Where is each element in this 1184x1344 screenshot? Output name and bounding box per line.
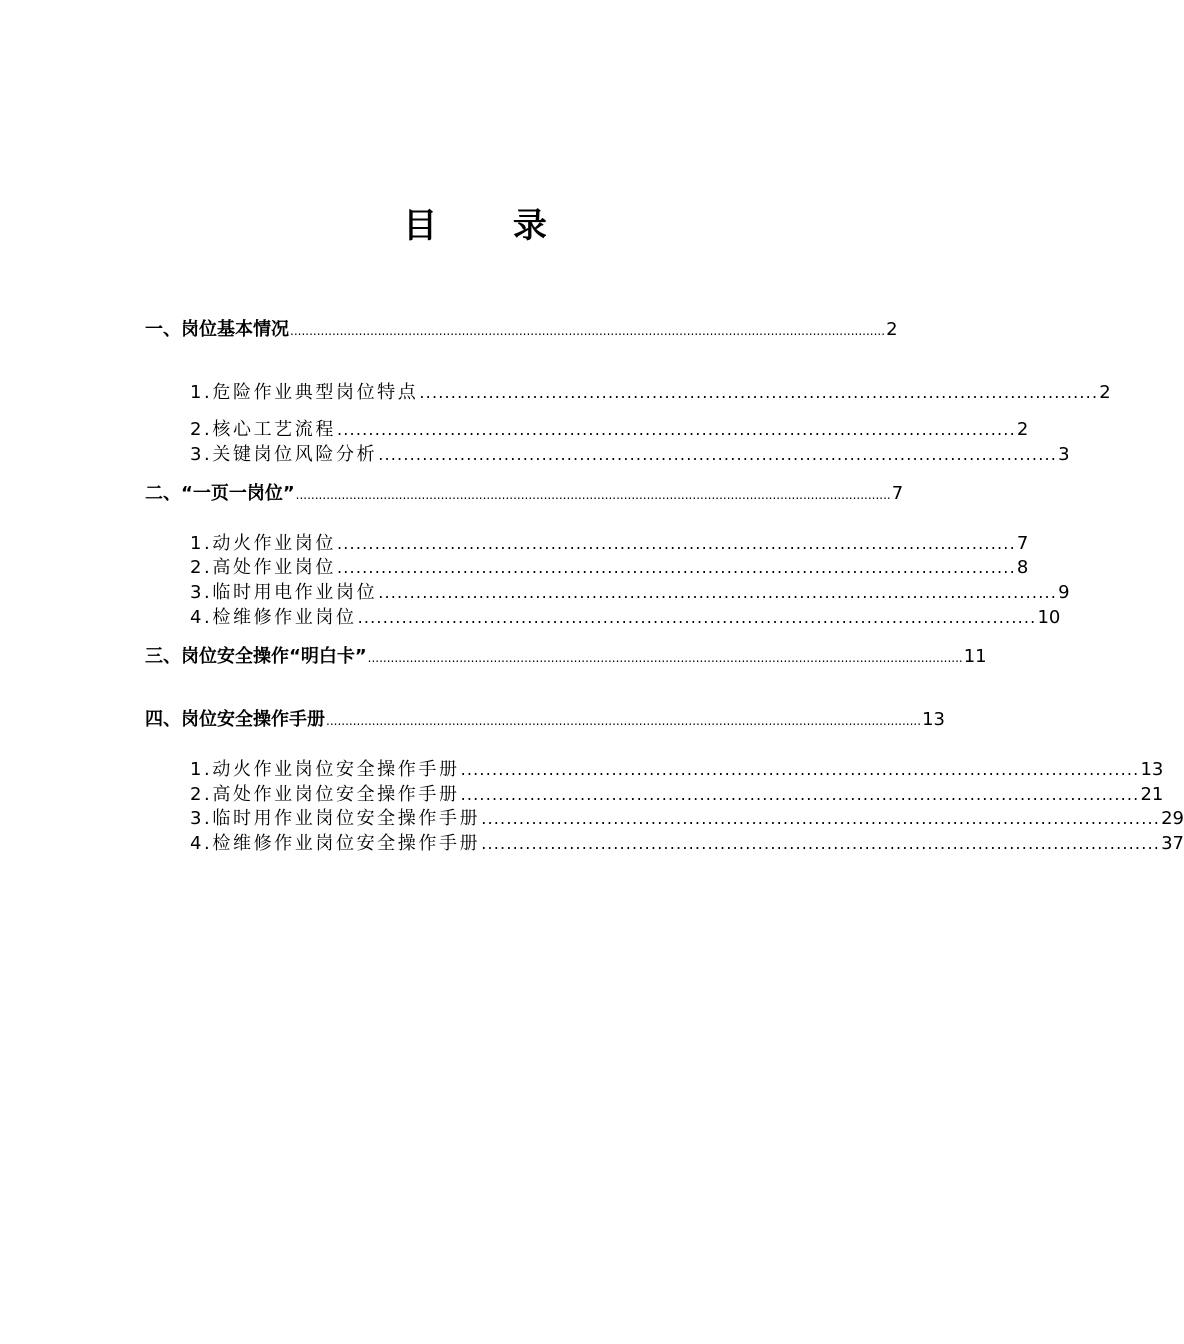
toc-entry-section-4-3[interactable]	[190, 807, 1184, 831]
dot-leader: ............................................................................................................	[336, 534, 1016, 553]
toc-entry-page-number: 21	[1140, 784, 1164, 805]
toc-entry-section-3[interactable]	[145, 645, 987, 670]
toc-entry-label: 二、“一页一岗位”	[145, 483, 295, 504]
toc-entry-label: 一、岗位基本情况	[145, 319, 289, 340]
toc-entry-label: 2.高处作业岗位安全操作手册	[190, 784, 460, 805]
dot-leader: ............................................................................................................	[481, 809, 1161, 828]
toc-entry-section-4[interactable]	[145, 708, 945, 733]
toc-entry-page-number: 11	[963, 646, 987, 667]
toc-entry-page-number: 7	[891, 483, 904, 504]
toc-entry-label: 四、岗位安全操作手册	[145, 709, 325, 730]
toc-entry-page-number: 29	[1161, 808, 1184, 829]
toc-entry-section-2-1[interactable]	[190, 532, 1029, 556]
toc-entry-label: 4.检维修作业岗位安全操作手册	[190, 833, 481, 854]
dot-leader: ............................................................................................................	[481, 834, 1161, 853]
toc-entry-page-number: 2	[886, 319, 898, 340]
toc-entry-label: 三、岗位安全操作“明白卡”	[145, 646, 367, 667]
toc-entry-section-1-2[interactable]	[190, 418, 1029, 442]
toc-entry-section-4-2[interactable]	[190, 783, 1164, 807]
toc-entry-section-2-4[interactable]	[190, 606, 1061, 630]
toc-entry-page-number: 9	[1058, 582, 1070, 603]
page-title: 目 录	[403, 206, 579, 246]
toc-entry-section-2[interactable]	[145, 482, 904, 507]
dot-leader: ............................................................................................................................................................	[295, 488, 891, 502]
dot-leader: ............................................................................................................	[336, 420, 1016, 439]
dot-leader: ............................................................................................................	[336, 558, 1016, 577]
toc-entry-page-number: 7	[1016, 533, 1029, 554]
toc-entry-label: 1.动火作业岗位	[190, 533, 336, 554]
dot-leader: ............................................................................................................	[419, 383, 1099, 402]
toc-entry-section-1[interactable]	[145, 318, 898, 343]
toc-entry-page-number: 13	[922, 709, 945, 730]
toc-entry-page-number: 10	[1037, 607, 1061, 628]
toc-entry-page-number: 2	[1016, 419, 1029, 440]
dot-leader: ............................................................................................................................................................	[326, 714, 922, 728]
toc-entry-page-number: 8	[1016, 557, 1029, 578]
dot-leader: ............................................................................................................	[378, 583, 1058, 602]
toc-entry-label: 2.高处作业岗位	[190, 557, 336, 578]
toc-entry-section-1-1[interactable]	[190, 381, 1111, 405]
dot-leader: ............................................................................................................................................................	[367, 651, 963, 665]
dot-leader: ............................................................................................................................................................	[290, 324, 886, 338]
toc-entry-label: 1.动火作业岗位安全操作手册	[190, 759, 460, 780]
toc-entry-page-number: 37	[1161, 833, 1184, 854]
toc-entry-page-number: 3	[1058, 444, 1070, 465]
toc-entry-label: 2.核心工艺流程	[190, 419, 336, 440]
toc-entry-label: 3.关键岗位风险分析	[190, 444, 378, 465]
toc-entry-label: 3.临时用电作业岗位	[190, 582, 378, 603]
toc-entry-label: 3.临时用作业岗位安全操作手册	[190, 808, 481, 829]
toc-entry-section-2-3[interactable]	[190, 581, 1070, 605]
toc-entry-label: 1.危险作业典型岗位特点	[190, 382, 419, 403]
toc-entry-section-4-4[interactable]	[190, 832, 1184, 856]
toc-entry-page-number: 2	[1099, 382, 1111, 403]
toc-entry-section-2-2[interactable]	[190, 556, 1029, 580]
toc-entry-page-number: 13	[1140, 759, 1164, 780]
toc-entry-label: 4.检维修作业岗位	[190, 607, 357, 628]
toc-entry-section-4-1[interactable]	[190, 758, 1164, 782]
dot-leader: ............................................................................................................	[378, 445, 1058, 464]
toc-entry-section-1-3[interactable]	[190, 443, 1070, 467]
dot-leader: ............................................................................................................	[357, 608, 1037, 627]
dot-leader: ............................................................................................................	[460, 785, 1140, 804]
dot-leader: ............................................................................................................	[460, 760, 1140, 779]
